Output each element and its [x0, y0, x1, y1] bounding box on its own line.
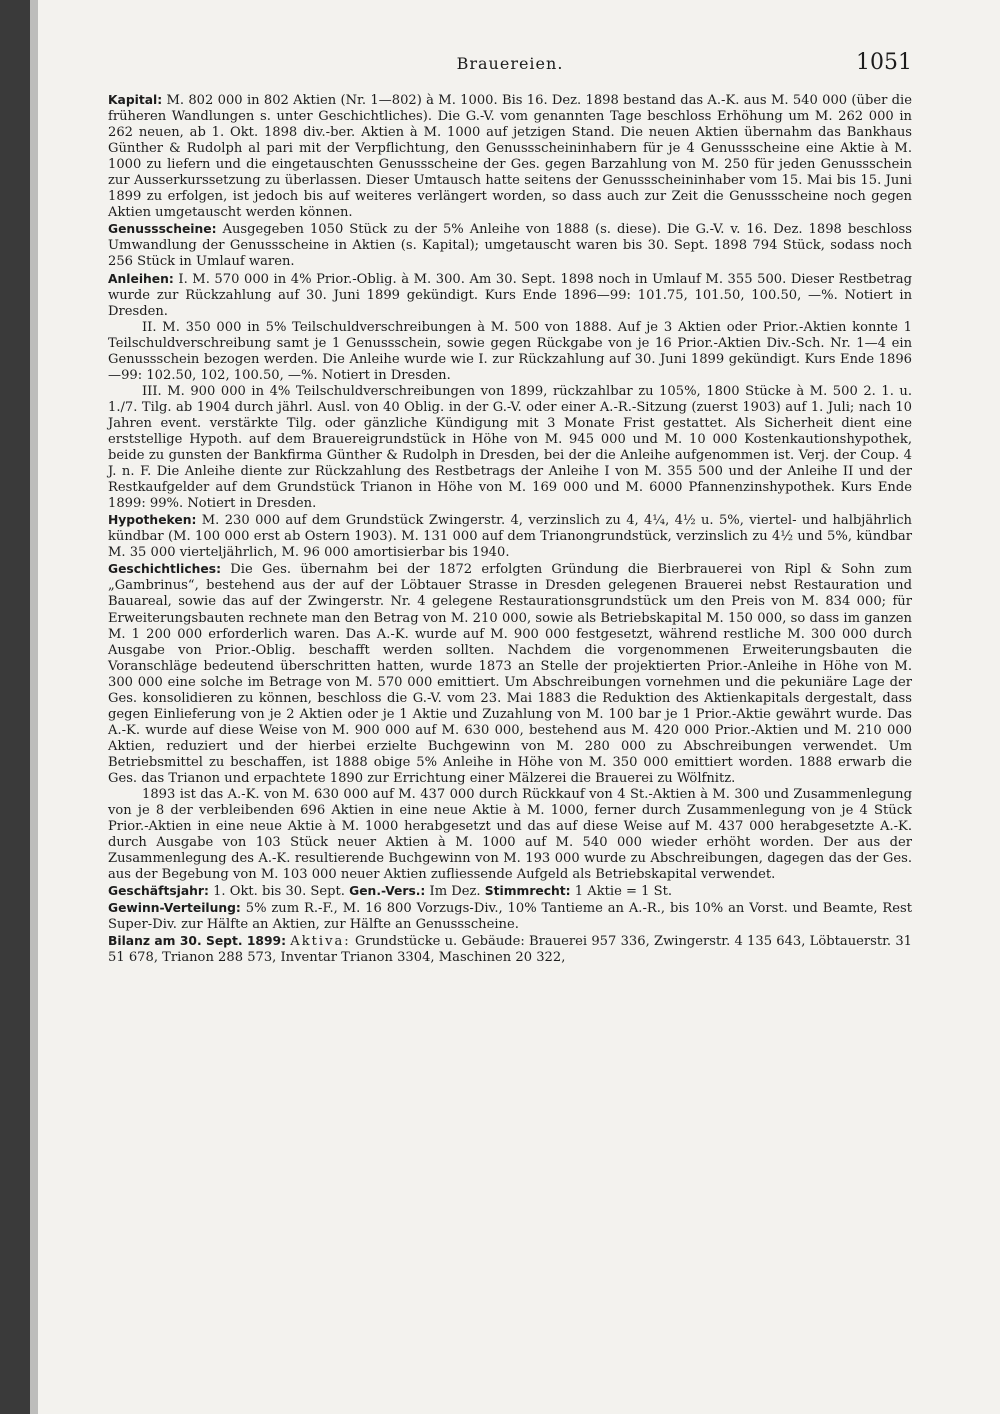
section-text: 1893 ist das A.-K. von M. 630 000 auf M. 437 000 durch Rückkauf von 4 St.-Aktien à M. 300 und Zusammenlegung von je 8 der verbleibenden 696 Aktien in eine neue Aktie à M. 1000, ferner durch Zusammenlegung von je 4 Stück Prior.-Aktien in eine neue Aktie à M. 1000 herabgesetzt und das auf diese Weise auf M. 437 000 herabgesetzte A.-K. durch Ausgabe von 103 Stück neuer Aktien à M. 1000 auf M. 540 000 wieder erhöht worden. Der aus der Zusammenlegung des A.-K. resultierende Buchgewinn von M. 193 000 wurde zu Abschreibungen, dagegen das der Ges. aus der Begebung von M. 103 000 neuer Aktien zufliessende Aufgeld als Betriebskapital verwendet.	[108, 787, 912, 883]
inline-label-stimmrecht: Stimmrecht:	[484, 884, 571, 899]
section-gewinn-verteilung	[108, 900, 912, 933]
section-anleihen	[108, 271, 912, 320]
section-text: Die Ges. übernahm bei der 1872 erfolgten Gründung die Bierbrauerei von Ripl & Sohn zum „Gambrinus“, bestehend aus der auf der Löbtauer Strasse in Dresden gelegenen Brauerei nebst Restauration und Bauareal, sowie das auf der Zwingerstr. Nr. 4 gelegene Restaurationsgrundstück um den Preis von M. 834 000; für Erweiterungsbauten rechnete man den Betrag von M. 210 000, sowie als Betriebskapital M. 150 000, so dass im ganzen M. 1 200 000 erforderlich waren. Das A.-K. wurde auf M. 900 000 festgesetzt, während restliche M. 300 000 durch Ausgabe von Prior.-Oblig. beschafft werden sollten. Nachdem die vorgenommenen Erweiterungsbauten die Voranschläge bedeutend überschritten hatten, wurde 1873 an Stelle der projektierten Prior.-Anleihe in Höhe von M. 300 000 eine solche im Betrage von M. 570 000 emittiert. Um Abschreibungen vornehmen und die pekuniäre Lage der Ges. konsolidieren zu können, beschloss die G.-V. vom 23. Mai 1883 die Reduktion des Aktienkapitals dergestalt, dass gegen Einlieferung von je 2 Aktien oder je 1 Aktie und Zuzahlung von M. 100 bar je 1 Prior.-Aktie gewährt wurde. Das A.-K. wurde auf diese Weise von M. 900 000 auf M. 630 000, bestehend aus M. 420 000 Prior.-Aktien und M. 210 000 Aktien, reduziert und der hierbei erzielte Buchgewinn von M. 280 000 zu Abschreibungen verwendet. Um Betriebsmittel zu beschaffen, ist 1888 obige 5% Anleihe in Höhe von M. 350 000 emittiert worden. 1888 erwarb die Ges. das Trianon und erpachtete 1890 zur Errichtung einer Mälzerei die Brauerei zu Wölfnitz.	[108, 562, 912, 786]
page-number: 1051	[856, 50, 912, 75]
section-label: Hypotheken:	[108, 513, 197, 528]
running-title: Brauereien.	[456, 54, 564, 73]
aktiva-label: Aktiva:	[290, 934, 351, 950]
section-text: II. M. 350 000 in 5% Teilschuldverschreibungen à M. 500 von 1888. Auf je 3 Aktien oder Prior.-Aktien konnte 1 Teilschuldverschreibung samt je 1 Genussschein, sowie gegen Rückgabe von je 16 Prior.-Aktien Div.-Sch. Nr. 1—4 ein Genussschein bezogen werden. Die Anleihe wurde wie I. zur Rückzahlung auf 30. Juni 1899 gekündigt. Kurs Ende 1896—99: 102.50, 102, 100.50, —%. Notiert in Dresden.	[108, 319, 912, 383]
book-spine-edge	[30, 0, 38, 1414]
section-text: I. M. 570 000 in 4% Prior.-Oblig. à M. 300. Am 30. Sept. 1898 noch in Umlauf M. 355 500. Dieser Restbetrag wurde zur Rückzahlung auf 30. Juni 1899 gekündigt. Kurs Ende 1896—99: 101.75, 101.50, 100.50, —%. Notiert in Dresden.	[108, 271, 912, 319]
section-text: 5% zum R.-F., M. 16 800 Vorzugs-Div., 10% Tantieme an A.-R., bis 10% an Vorst. und Beamte, Rest Super-Div. zur Hälfte an Aktien, zur Hälfte an Genussscheine.	[108, 901, 913, 933]
inline-text-stimmrecht: 1 Aktie = 1 St.	[574, 884, 673, 900]
geschichtliches-1893	[108, 787, 912, 883]
page-header	[108, 50, 912, 90]
section-text: 1. Okt. bis 30. Sept.	[213, 884, 345, 900]
section-geschaeftsjahr	[108, 883, 912, 900]
section-label: Kapital:	[108, 93, 163, 107]
section-label: Geschäftsjahr:	[108, 884, 209, 899]
section-text: Ausgegeben 1050 Stück zu der 5% Anleihe von 1888 (s. diese). Die G.-V. v. 16. Dez. 1898 beschloss Umwandlung der Genussscheine in Aktien (s. Kapital); umgetauscht waren bis 30. Sept. 1898 794 Stück, sodass noch 256 Stück in Umlauf waren.	[108, 222, 912, 270]
body-text	[108, 92, 912, 967]
section-genussscheine	[108, 221, 912, 270]
anleihe-ii	[108, 320, 912, 384]
section-geschichtliches	[108, 561, 912, 787]
section-text: M. 230 000 auf dem Grundstück Zwingerstr. 4, verzinslich zu 4, 4¼, 4½ u. 5%, viertel- und halbjährlich kündbar (M. 100 000 erst ab Ostern 1903). M. 131 000 auf dem Trianongrundstück, verzinslich zu 4½ und 5%, kündbar M. 35 000 vierteljährlich, M. 96 000 amortisierbar bis 1940.	[108, 513, 912, 561]
section-label: Gewinn-Verteilung:	[108, 901, 241, 916]
section-label: Genussscheine:	[108, 222, 217, 237]
section-label: Anleihen:	[108, 271, 174, 286]
section-label: Bilanz am 30. Sept. 1899:	[108, 934, 287, 949]
section-text: III. M. 900 000 in 4% Teilschuldverschreibungen von 1899, rückzahlbar zu 105%, 1800 Stücke à M. 500 2. 1. u. 1./7. Tilg. ab 1904 durch jährl. Ausl. von 40 Oblig. in der G.-V. oder einer A.-R.-Sitzung (zuerst 1903) auf 1. Juli; nach 10 Jahren event. verstärkte Tilg. oder gänzliche Kündigung mit 3 Monate Frist gestattet. Als Sicherheit dient eine erststellige Hypoth. auf dem Brauereigrundstück in Höhe von M. 945 000 und M. 10 000 Kostenkautionshypothek, beide zu gunsten der Bankfirma Günther & Rudolph in Dresden, bei der die Anleihe aufgenommen ist. Verj. der Coup. 4 J. n. F. Die Anleihe diente zur Rückzahlung des Restbetrags der Anleihe I von M. 355 500 und der Anleihe II und der Restkaufgelder auf dem Grundstück Trianon in Höhe von M. 169 000 und M. 6000 Pfannenzinshypothek. Kurs Ende 1899: 99%. Notiert in Dresden.	[108, 383, 912, 512]
section-kapital	[108, 92, 912, 221]
inline-text-gen-vers: Im Dez.	[429, 884, 481, 900]
page	[108, 50, 912, 967]
section-text: M. 802 000 in 802 Aktien (Nr. 1—802) à M. 1000. Bis 16. Dez. 1898 bestand das A.-K. aus M. 540 000 (über die früheren Wandlungen s. unter Geschichtliches). Die G.-V. vom genannten Tage beschloss Erhöhung um M. 262 000 in 262 neuen, ab 1. Okt. 1898 div.-ber. Aktien à M. 1000 auf jetzigen Stand. Die neuen Aktien übernahm das Bankhaus Günther & Rudolph al pari mit der Verpflichtung, den Genussscheininhabern für je 4 Genussscheine eine Aktie à M. 1000 zu liefern und die eingetauschten Genussscheine der Ges. gegen Barzahlung von M. 250 für jeden Genussschein zur Ausserkurssetzung zu überlassen. Dieser Umtausch hatte seitens der Genussscheininhaber vom 15. Mai bis 15. Juni 1899 zu erfolgen, ist jedoch bis auf weiteres verlängert worden, so dass auch zur Zeit die Genussscheine noch gegen Aktien umgetauscht werden können.	[108, 93, 912, 221]
section-text: Grundstücke u. Gebäude: Brauerei 957 336, Zwingerstr. 4 135 643, Löbtauerstr. 31 51 678, Trianon 288 573, Inventar Trianon 3304, Maschinen 20 322,	[108, 934, 912, 966]
section-hypotheken	[108, 512, 912, 561]
inline-label-gen-vers: Gen.-Vers.:	[349, 884, 426, 899]
anleihe-iii	[108, 384, 912, 512]
book-spine-shadow	[0, 0, 30, 1414]
section-label: Geschichtliches:	[108, 562, 221, 577]
section-bilanz	[108, 933, 912, 966]
